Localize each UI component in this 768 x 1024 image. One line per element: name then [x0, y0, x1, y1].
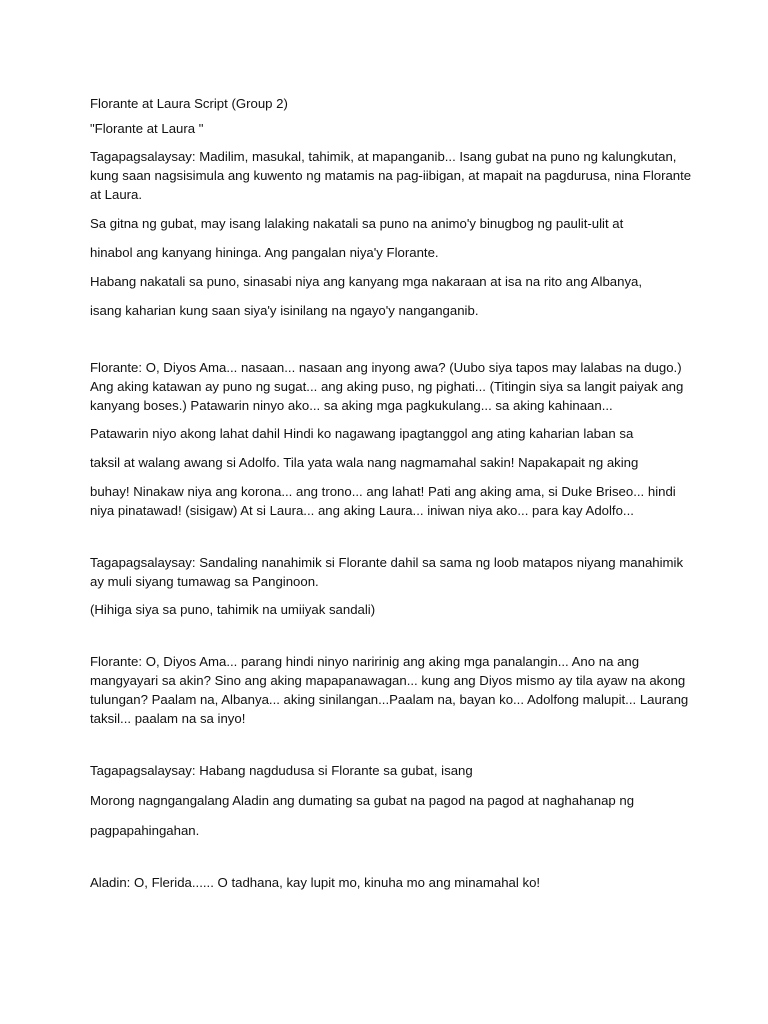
narrator-line: Tagapagsalaysay: Habang nagdudusa si Florante sa gubat, isang: [90, 763, 473, 778]
narration-line: isang kaharian kung saan siya'y isinilang na ngayo'y nanganganib.: [90, 303, 479, 318]
dialogue-paragraph: buhay! Ninakaw niya ang korona... ang trono... ang lahat! Pati ang aking ama, si Duke Briseo... hindi niya pinatawad! (sisigaw) At si Laura... ang aking Laura... iniwan niya ako... para kay Adolfo...: [90, 484, 676, 518]
narration-line: Habang nakatali sa puno, sinasabi niya ang kanyang mga nakaraan at isa na rito ang Albanya,: [90, 274, 643, 289]
narration-line: hinabol ang kanyang hininga. Ang pangalan niya'y Florante.: [90, 245, 439, 260]
florante-dialogue-paragraph: Florante: O, Diyos Ama... nasaan... nasaan ang inyong awa? (Uubo siya tapos may lalabas na dugo.) Ang aking katawan ay puno ng sugat... ang aking puso, ng pighati... (Titingin siya sa langit paiyak ang kanyang boses.) Patawarin ninyo ako... sa aking mga pagkukulang... sa aking kahinaan...: [90, 360, 684, 413]
narration-line: Sa gitna ng gubat, may isang lalaking nakatali sa puno na animo'y binugbog ng paulit-ulit at: [90, 216, 624, 231]
stage-direction: (Hihiga siya sa puno, tahimik na umiiyak sandali): [90, 602, 376, 617]
script-subtitle: "Florante at Laura ": [90, 121, 204, 136]
narration-line: pagpapahingahan.: [90, 823, 200, 838]
dialogue-line: Patawarin niyo akong lahat dahil Hindi ko nagawang ipagtanggol ang ating kaharian laban sa: [90, 426, 634, 441]
aladin-dialogue-line: Aladin: O, Flerida...... O tadhana, kay lupit mo, kinuha mo ang minamahal ko!: [90, 875, 541, 890]
narration-line: Morong nagngangalang Aladin ang dumating sa gubat na pagod na pagod at naghahanap ng: [90, 793, 635, 808]
document-title: Florante at Laura Script (Group 2): [90, 96, 288, 111]
narrator-paragraph: Tagapagsalaysay: Sandaling nanahimik si Florante dahil sa sama ng loob matapos niyang manahimik ay muli siyang tumawag sa Panginoon.: [90, 555, 684, 589]
dialogue-line: taksil at walang awang si Adolfo. Tila yata wala nang nagmamahal sakin! Napakapait ng aking: [90, 455, 639, 470]
narrator-opening-paragraph: Tagapagsalaysay: Madilim, masukal, tahimik, at mapanganib... Isang gubat na puno ng kalungkutan, kung saan nagsisimula ang kuwento ng matamis na pag-iibigan, at mapait na pagdurusa, nina Florante at Laura.: [90, 149, 692, 202]
florante-dialogue-paragraph: Florante: O, Diyos Ama... parang hindi ninyo naririnig ang aking mga panalangin... Ano na ang mangyayari sa akin? Sino ang aking mapapanawagan... kung ang Diyos mismo ay tila ayaw na akong tulungan? Paalam na, Albanya... aking sinilangan...Paalam na, bayan ko... Adolfong malupit... Laurang taksil... paalam na sa inyo!: [90, 654, 689, 726]
